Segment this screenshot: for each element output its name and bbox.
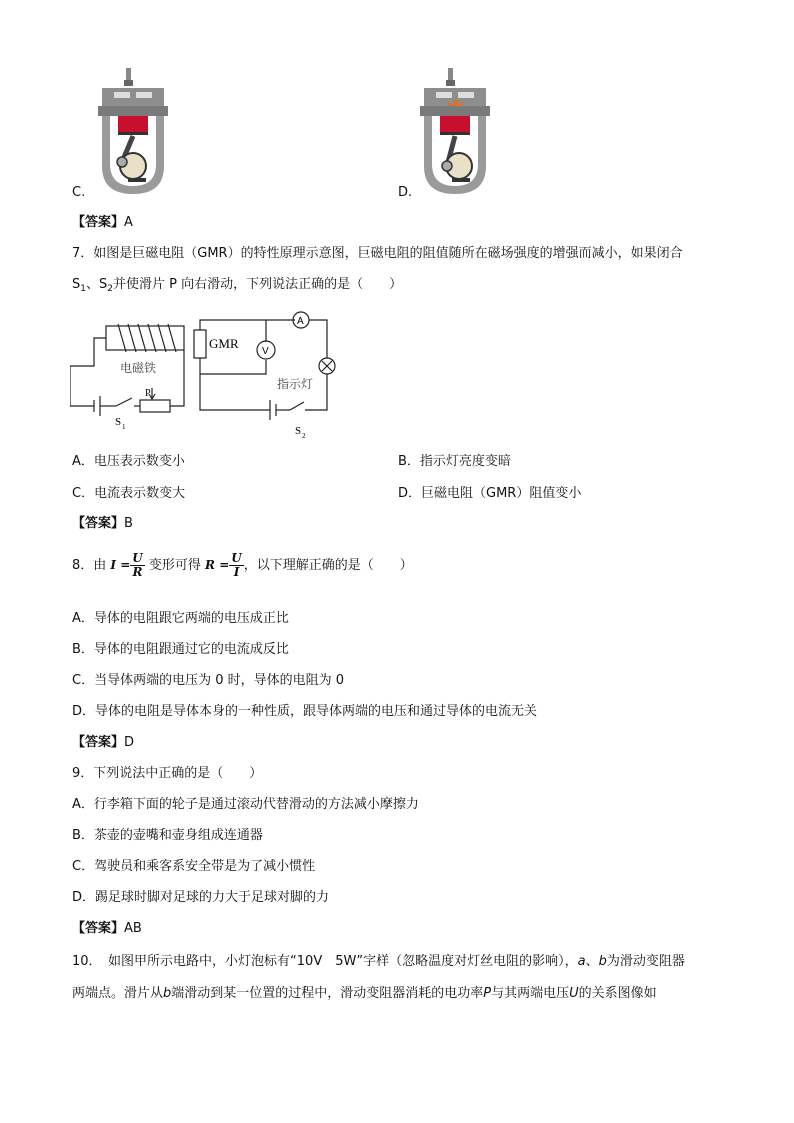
engine-figure-c (92, 66, 174, 198)
q8-stem (72, 552, 413, 579)
q9-stem: 9．下列说法中正确的是（ ） (72, 766, 263, 781)
engine-figure-d (414, 66, 496, 198)
q9-option-d: D．踢足球时脚对足球的力大于足球对脚的力 (72, 890, 330, 905)
var-a: a (577, 954, 586, 969)
q10-text: 为滑动变阻器 (606, 954, 685, 969)
answer-label: 【答案】 (72, 215, 125, 230)
formula2-numerator: U (231, 551, 242, 565)
formula1-fraction (130, 552, 144, 579)
q6-option-d-label: D. (398, 185, 413, 200)
q8-option-a: A．导体的电阻跟它两端的电压成正比 (72, 611, 289, 626)
q10-text: 、 (585, 954, 599, 969)
q8-option-c: C．当导体两端的电压为 0 时，导体的电阻为 0 (72, 673, 345, 688)
q8-middle: 变形可得 (148, 558, 201, 573)
q10-line2 (72, 985, 657, 1003)
answer-value: AB (124, 921, 142, 936)
q8-prefix: 8．由 (72, 558, 107, 573)
q7-answer (72, 515, 133, 533)
q10-text: 与其两端电压 (491, 986, 570, 1001)
indicator-label: 指示灯 (277, 377, 314, 391)
q10-text: 端滑动到某一位置的过程中，滑动变阻器消耗的电功率 (171, 986, 484, 1001)
var-p: P (483, 986, 492, 1001)
q10-text: 的关系图像如 (578, 986, 657, 1001)
ammeter-label: A (297, 316, 304, 327)
q7-option-c: C．电流表示数变大 (72, 486, 186, 501)
q7-stem-line1: 7．如图是巨磁电阻（GMR）的特性原理示意图，巨磁电阻的阻值随所在磁场强度的增强而减小，如果闭合 (72, 246, 683, 261)
electromagnet-label: 电磁铁 (120, 361, 157, 375)
gmr-circuit-diagram (70, 310, 360, 440)
q7-option-b: B．指示灯亮度变暗 (398, 454, 511, 469)
q8-option-d: D．导体的电阻是导体本身的一种性质，跟导体两端的电压和通过导体的电流无关 (72, 704, 538, 719)
answer-label: 【答案】 (72, 921, 125, 936)
q6-option-c-label: C. (72, 185, 86, 200)
var-b: b (598, 954, 607, 969)
switch-s1-label: S (115, 416, 122, 428)
q9-option-b: B．茶壶的壶嘴和壶身组成连通器 (72, 828, 263, 843)
q9-option-a: A．行李箱下面的轮子是通过滚动代替滑动的方法减小摩擦力 (72, 797, 419, 812)
q7-stem-line2 (72, 276, 402, 298)
switch-s2-label: S (295, 425, 302, 437)
formula2-lhs: R = (205, 558, 230, 572)
formula1-numerator: U (132, 551, 143, 565)
answer-value: B (124, 516, 133, 531)
switch-s2-sub: 2 (302, 432, 306, 440)
answer-value: A (124, 215, 133, 230)
stem-rest: 并使滑片 P 向右滑动，下列说法正确的是（ ） (113, 277, 403, 292)
formula2-fraction (229, 552, 243, 579)
formula1-denominator: R (132, 565, 143, 579)
answer-label: 【答案】 (72, 735, 125, 750)
q7-option-a: A．电压表示数变小 (72, 454, 185, 469)
answer-label: 【答案】 (72, 516, 125, 531)
q8-option-b: B．导体的电阻跟通过它的电流成反比 (72, 642, 289, 657)
q8-answer (72, 734, 134, 752)
q6-answer (72, 214, 133, 232)
var-u: U (569, 986, 579, 1001)
slider-label: P (145, 388, 151, 399)
formula1-lhs: I = (110, 558, 131, 572)
switch-s1-sub: 1 (122, 423, 126, 431)
q9-answer (72, 920, 142, 938)
q9-option-c: C．驾驶员和乘客系安全带是为了减小惯性 (72, 859, 316, 874)
q8-suffix: ，以下理解正确的是（ ） (243, 558, 413, 573)
formula2-denominator: I (233, 565, 240, 579)
q7-option-d: D．巨磁电阻（GMR）阻值变小 (398, 486, 582, 501)
s2-subscript: 2 (107, 284, 113, 294)
var-b: b (163, 986, 172, 1001)
answer-value: D (124, 735, 135, 750)
gmr-label: GMR (209, 336, 239, 351)
q10-line1 (72, 953, 685, 971)
voltmeter-label: V (262, 346, 269, 357)
s1-symbol: S (72, 277, 81, 292)
q10-text: 10． 如图甲所示电路中，小灯泡标有“10V 5W”字样（忽略温度对灯丝电阻的影响）， (72, 954, 578, 969)
q10-text: 两端点。滑片从 (72, 986, 164, 1001)
separator: 、S (86, 277, 108, 292)
s1-subscript: 1 (80, 284, 86, 294)
